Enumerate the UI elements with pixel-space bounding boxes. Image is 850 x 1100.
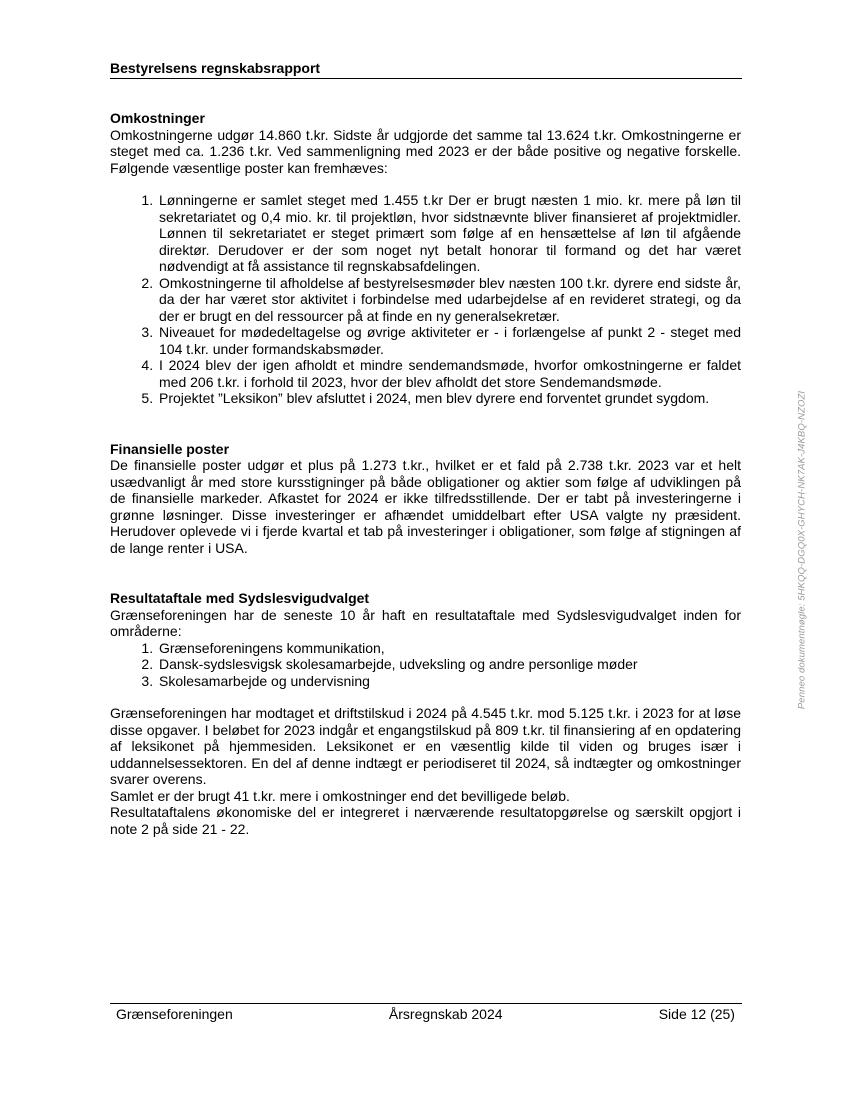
page-header-title: Bestyrelsens regnskabsrapport [110, 60, 321, 76]
footer-organization: Grænseforeningen [116, 1006, 233, 1022]
section-finansielle-poster [110, 441, 741, 557]
page-footer [110, 1003, 742, 1022]
list-item: 1. Grænseforeningens kommunikation, [157, 640, 741, 657]
section-intro: Grænseforeningen har de seneste 10 år haft en resultataftale med Sydslesvigudvalget inden for områderne: [110, 606, 741, 639]
numbered-list [110, 192, 741, 407]
page-header [110, 60, 742, 79]
list-item: 5. Projektet ”Leksikon” blev afsluttet i 2024, men blev dyrere end forventet grundet sygdom. [157, 390, 741, 407]
section-title: Omkostninger [110, 110, 205, 126]
section-title: Resultataftale med Sydslesvigudvalget [110, 590, 370, 606]
document-key-text: Penneo dokumentnøgle: 5HKQQ-DGQ0X-GHYCH-NK7AK-J4KBQ-NZOZI [796, 390, 808, 710]
list-item: 2. Omkostningerne til afholdelse af bestyrelsesmøder blev næsten 100 t.kr. dyrere end sidste år, da der har været stor aktivitet i forbindelse med udarbejdelse af en revideret strategi, og da der er brugt en del ressourcer på at finde en ny generalsekretær. [157, 275, 741, 325]
footer-page-number: Side 12 (25) [658, 1006, 735, 1022]
paragraph: Grænseforeningen har modtaget et driftstilskud i 2024 på 4.545 t.kr. mod 5.125 t.kr. i 2023 for at løse disse opgaver. I beløbet for 2023 indgår et engangstilskud på 809 t.kr. til finansiering af en opdatering af leksikonet på hjemmesiden. Leksikonet er en væsentlig kilde til viden og bruges især i uddannelsessektoren. En del af denne indtægt er periodiseret til 2024, så indtægter og omkostninger svarer overens. [110, 705, 741, 787]
footer-document-title: Årsregnskab 2024 [388, 1006, 503, 1022]
section-omkostninger [110, 110, 741, 407]
section-intro: Omkostningerne udgør 14.860 t.kr. Sidste år udgjorde det samme tal 13.624 t.kr. Omkostningerne er steget med ca. 1.236 t.kr. Ved sammenligning med 2023 er der både positive og negative forskelle. Følgende væsentlige poster kan fremhæves: [110, 126, 741, 176]
document-body [110, 110, 741, 837]
section-body: De finansielle poster udgør et plus på 1.273 t.kr., hvilket er et fald på 2.738 t.kr. 2023 var et helt usædvanligt år med store kursstigninger på både obligationer og aktier som følge af udviklingen på de finansielle markeder. Afkastet for 2024 er ikke tilfredsstillende. Der er tabt på investeringerne i grønne løsninger. Disse investeringer er afhændet umiddelbart efter USA valgte ny præsident. Herudover oplevede vi i fjerde kvartal et tab på investeringer i obligationer, som følge af stigningen af de lange renter i USA. [110, 457, 741, 556]
numbered-list [110, 640, 741, 690]
list-item: 1. Lønningerne er samlet steget med 1.455 t.kr Der er brugt næsten 1 mio. kr. mere på løn til sekretariatet og 0,4 mio. kr. til projektløn, hvor sidstnævnte bliver finansieret af projektmidler. Lønnen til sekretariatet er steget primært som følge af en hensættelse af løn til afgående direktør. Derudover er der som noget nyt betalt honorar til formand og det har været nødvendigt at få assistance til regnskabsafdelingen. [157, 192, 741, 275]
paragraph: Resultataftalens økonomiske del er integreret i nærværende resultatopgørelse og særskilt opgjort i note 2 på side 21 - 22. [110, 804, 741, 837]
list-item: 3. Skolesamarbejde og undervisning [157, 673, 741, 690]
paragraph: Samlet er der brugt 41 t.kr. mere i omkostninger end det bevilligede beløb. [110, 787, 570, 804]
section-title: Finansielle poster [110, 440, 230, 457]
section-resultataftale [110, 590, 741, 837]
list-item: 3. Niveauet for mødedeltagelse og øvrige aktiviteter er - i forlængelse af punkt 2 - steget med 104 t.kr. under formandskabsmøder. [157, 324, 741, 357]
list-item: 4. I 2024 blev der igen afholdt et mindre sendemandsmøde, hvorfor omkostningerne er faldet med 206 t.kr. i forhold til 2023, hvor der blev afholdt det store Sendemandsmøde. [157, 357, 741, 390]
list-item: 2. Dansk-sydslesvigsk skolesamarbejde, udveksling og andre personlige møder [157, 656, 741, 673]
